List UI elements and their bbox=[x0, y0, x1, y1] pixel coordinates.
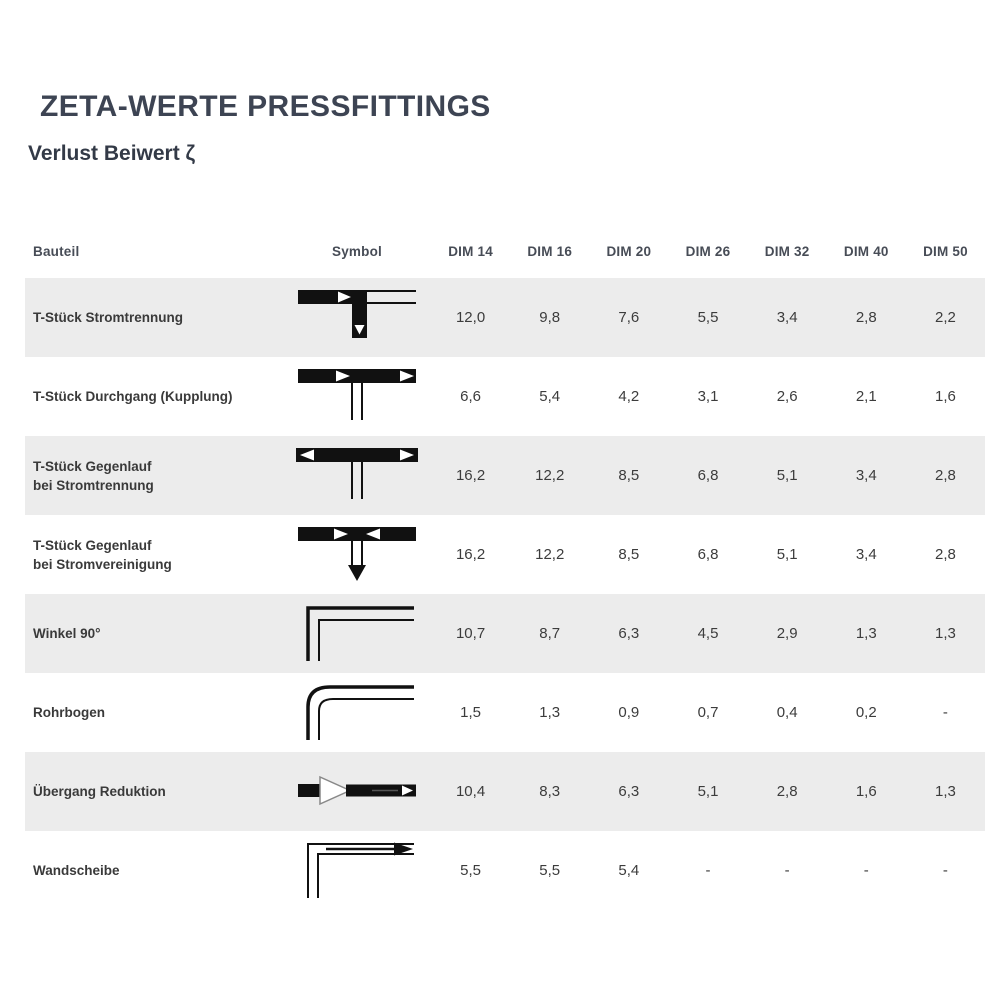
value-cell: 2,8 bbox=[934, 546, 956, 563]
value-cell: 2,8 bbox=[776, 783, 798, 800]
component-label-line1: Rohrbogen bbox=[33, 705, 105, 720]
reducer-icon bbox=[283, 752, 431, 831]
value-cell: - bbox=[784, 862, 790, 879]
value-cell: 5,4 bbox=[539, 388, 561, 405]
table-row bbox=[25, 831, 985, 910]
value-cell: 1,3 bbox=[934, 783, 956, 800]
value-cell: 8,3 bbox=[539, 783, 561, 800]
table-row bbox=[25, 278, 985, 357]
value-cell: 12,2 bbox=[535, 467, 565, 484]
value-cell: 3,4 bbox=[855, 467, 877, 484]
component-label-line2: bei Stromtrennung bbox=[33, 477, 154, 493]
component-label-line2: bei Stromvereinigung bbox=[33, 556, 172, 572]
table-row bbox=[25, 436, 985, 515]
component-label bbox=[25, 278, 283, 357]
value-cell: 5,5 bbox=[460, 862, 481, 879]
tee-flow-separation-icon bbox=[283, 278, 431, 357]
component-label bbox=[25, 831, 283, 910]
value-cell: - bbox=[942, 862, 948, 879]
col-header-dim50: DIM 50 bbox=[923, 244, 968, 259]
value-cell: - bbox=[705, 862, 711, 879]
value-cell: 2,6 bbox=[776, 388, 798, 405]
component-label bbox=[25, 436, 283, 515]
col-header-dim32: DIM 32 bbox=[764, 244, 810, 259]
col-header-dim14: DIM 14 bbox=[448, 244, 493, 259]
value-cell: 3,4 bbox=[776, 309, 798, 326]
component-label bbox=[25, 515, 283, 594]
col-header-dim20: DIM 20 bbox=[606, 244, 652, 259]
value-cell: 2,8 bbox=[855, 309, 877, 326]
page-subtitle: Verlust Beiwert ζ bbox=[28, 142, 196, 165]
value-cell: 6,8 bbox=[697, 546, 719, 563]
value-cell: 4,5 bbox=[697, 625, 719, 642]
value-cell: 5,4 bbox=[618, 862, 640, 879]
value-cell: 1,6 bbox=[934, 388, 956, 405]
value-cell: 12,0 bbox=[455, 309, 486, 326]
table-row bbox=[25, 357, 985, 436]
component-label bbox=[25, 673, 283, 752]
zeta-values-table bbox=[25, 225, 985, 910]
col-header-dim16: DIM 16 bbox=[527, 244, 573, 259]
value-cell: 3,4 bbox=[855, 546, 877, 563]
value-cell: 12,2 bbox=[535, 546, 565, 563]
value-cell: 3,1 bbox=[697, 388, 719, 405]
value-cell: 16,2 bbox=[455, 546, 486, 563]
value-cell: 5,1 bbox=[776, 467, 798, 484]
pipe-bend-icon bbox=[283, 673, 431, 752]
value-cell: 6,6 bbox=[460, 388, 481, 405]
tee-straight-through-icon bbox=[283, 357, 431, 436]
col-header-dim26: DIM 26 bbox=[685, 244, 731, 259]
component-label bbox=[25, 357, 283, 436]
value-cell: 1,6 bbox=[855, 783, 877, 800]
component-label-line1: Winkel 90° bbox=[33, 626, 101, 641]
table-row bbox=[25, 752, 985, 831]
wall-plate-icon bbox=[283, 831, 431, 910]
page-title: ZETA-WERTE PRESSFITTINGS bbox=[40, 90, 491, 123]
value-cell: 10,4 bbox=[455, 783, 486, 800]
tee-counterflow-separation-icon bbox=[283, 436, 431, 515]
value-cell: 6,8 bbox=[697, 467, 719, 484]
table-row bbox=[25, 515, 985, 594]
elbow-90-icon bbox=[283, 594, 431, 673]
component-label-line1: T-Stück Durchgang (Kupplung) bbox=[33, 389, 233, 404]
value-cell: 5,5 bbox=[539, 862, 561, 879]
value-cell: 8,7 bbox=[539, 625, 561, 642]
value-cell: 2,1 bbox=[855, 388, 877, 405]
value-cell: 5,1 bbox=[697, 783, 719, 800]
value-cell: 0,7 bbox=[697, 704, 719, 721]
value-cell: 6,3 bbox=[618, 625, 640, 642]
component-label-line1: Übergang Reduktion bbox=[33, 784, 166, 799]
table-row bbox=[25, 673, 985, 752]
col-header-bauteil: Bauteil bbox=[33, 244, 80, 259]
value-cell: 5,5 bbox=[697, 309, 719, 326]
component-label-line1: T-Stück Stromtrennung bbox=[33, 310, 184, 325]
value-cell: 4,2 bbox=[618, 388, 640, 405]
component-label bbox=[25, 752, 283, 831]
value-cell: 10,7 bbox=[455, 625, 486, 642]
component-label-line1: T-Stück Gegenlauf bbox=[33, 458, 152, 474]
value-cell: 9,8 bbox=[539, 309, 561, 326]
value-cell: 0,2 bbox=[855, 704, 877, 721]
table-header-row bbox=[25, 225, 985, 278]
value-cell: 1,3 bbox=[539, 704, 561, 721]
value-cell: - bbox=[863, 862, 869, 879]
value-cell: 6,3 bbox=[618, 783, 640, 800]
value-cell: - bbox=[942, 704, 948, 721]
col-header-symbol: Symbol bbox=[332, 244, 382, 259]
value-cell: 2,8 bbox=[934, 467, 956, 484]
value-cell: 1,3 bbox=[855, 625, 877, 642]
value-cell: 1,3 bbox=[934, 625, 956, 642]
component-label-line1: Wandscheibe bbox=[33, 863, 120, 878]
table-row bbox=[25, 594, 985, 673]
tee-counterflow-merge-icon bbox=[283, 515, 431, 594]
component-label-line1: T-Stück Gegenlauf bbox=[33, 537, 152, 553]
col-header-dim40: DIM 40 bbox=[843, 244, 889, 259]
value-cell: 2,2 bbox=[934, 309, 956, 326]
value-cell: 2,9 bbox=[776, 625, 798, 642]
value-cell: 1,5 bbox=[460, 704, 481, 721]
value-cell: 5,1 bbox=[776, 546, 798, 563]
value-cell: 8,5 bbox=[618, 546, 640, 563]
value-cell: 0,4 bbox=[776, 704, 798, 721]
value-cell: 16,2 bbox=[455, 467, 486, 484]
value-cell: 8,5 bbox=[618, 467, 640, 484]
component-label bbox=[25, 594, 283, 673]
value-cell: 7,6 bbox=[618, 309, 640, 326]
value-cell: 0,9 bbox=[618, 704, 640, 721]
